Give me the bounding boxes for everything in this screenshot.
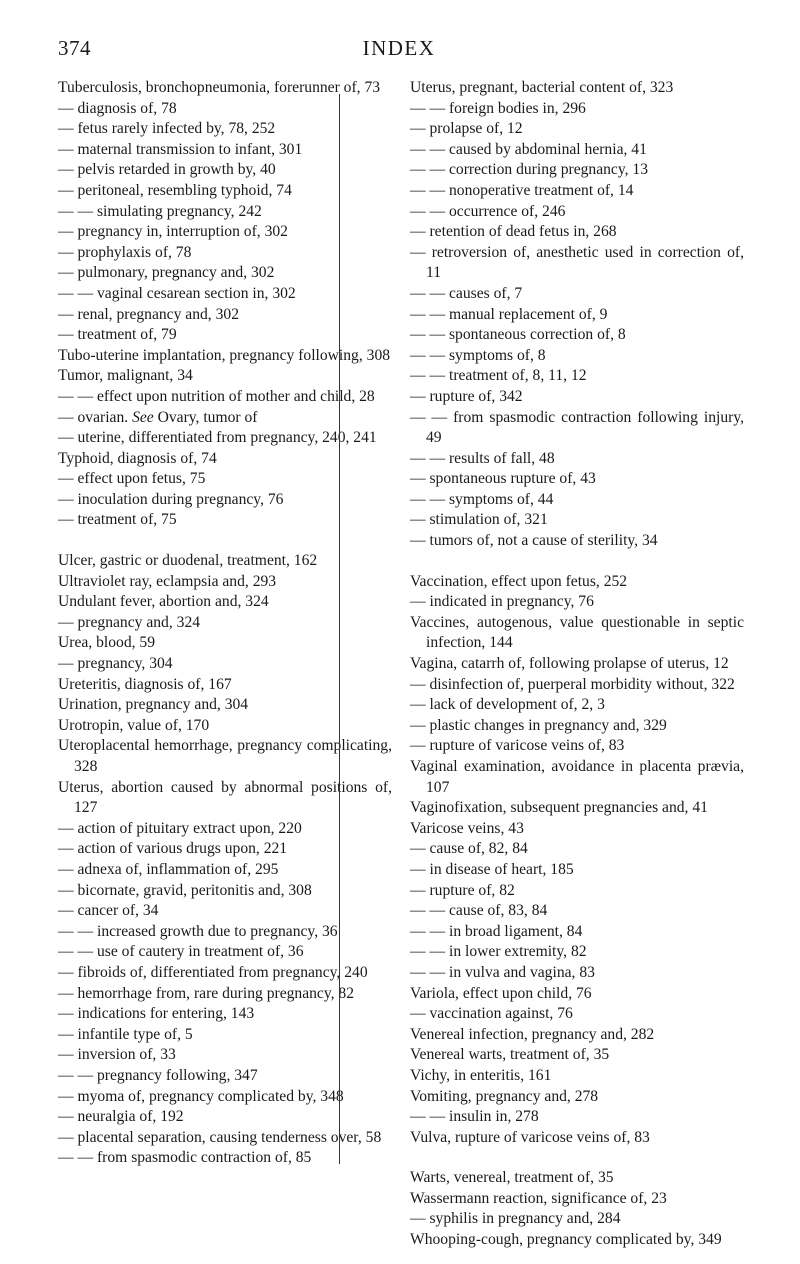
index-entry: — fibroids of, differentiated from pregnancy, 240 [58, 963, 368, 981]
index-entry: — rupture of varicose veins of, 83 [410, 737, 625, 755]
index-entry: — spontaneous rupture of, 43 [410, 470, 596, 488]
index-entry: — prophylaxis of, 78 [58, 243, 192, 261]
index-entry: — — manual replacement of, 9 [410, 305, 608, 323]
page-number: 374 [58, 36, 91, 60]
index-entry: — — increased growth due to pregnancy, 36 [58, 922, 338, 940]
index-entry: — tumors of, not a cause of sterility, 34 [410, 532, 658, 550]
index-entry: Vaccines, autogenous, value questionable in septic infection, 144 [410, 613, 744, 652]
index-entry: Vaginal examination, avoidance in placenta prævia, 107 [410, 758, 744, 796]
index-entry: — — vaginal cesarean section in, 302 [58, 284, 296, 302]
index-entry: Ulcer, gastric or duodenal, treatment, 162 [58, 552, 318, 570]
index-entry: — adnexa of, inflammation of, 295 [58, 860, 279, 878]
index-entry: — in disease of heart, 185 [410, 860, 574, 878]
index-entry: — treatment of, 79 [58, 326, 177, 344]
index-entry: — treatment of, 75 [58, 511, 177, 529]
index-entry: — — correction during pregnancy, 13 [410, 161, 649, 179]
index-entry: — — insulin in, 278 [410, 1108, 539, 1126]
index-entry: Urotropin, value of, 170 [58, 716, 210, 734]
index-entry: — pregnancy and, 324 [58, 613, 201, 631]
index-entry: — diagnosis of, 78 [58, 99, 177, 117]
index-entry: Urea, blood, 59 [58, 634, 156, 652]
index-entry: — hemorrhage from, rare during pregnancy, 82 [58, 984, 355, 1002]
index-entry: Vagina, catarrh of, following prolapse of uterus, 12 [410, 655, 729, 673]
index-entry: — prolapse of, 12 [410, 120, 523, 138]
index-entry: — rupture of, 342 [410, 387, 523, 405]
index-entry: — bicornate, gravid, peritonitis and, 308 [58, 881, 312, 899]
index-entry: Venereal warts, treatment of, 35 [410, 1046, 610, 1064]
index-entry: — rupture of, 82 [410, 881, 515, 899]
index-entry: Vaccination, effect upon fetus, 252 [410, 572, 628, 590]
index-entry: — — use of cautery in treatment of, 36 [58, 943, 304, 961]
index-entry: — stimulation of, 321 [410, 511, 548, 529]
index-entry: Tubo-uterine implantation, pregnancy following, 308 [58, 346, 391, 364]
index-entry: — inversion of, 33 [58, 1046, 176, 1064]
index-entry: — — simulating pregnancy, 242 [58, 202, 262, 220]
index-entry: Ureteritis, diagnosis of, 167 [58, 675, 232, 693]
index-entry: — — cause of, 83, 84 [410, 902, 548, 920]
index-entry: — peritoneal, resembling typhoid, 74 [58, 181, 292, 199]
index-entry: — action of various drugs upon, 221 [58, 840, 288, 858]
index-entry: — cancer of, 34 [58, 902, 159, 920]
index-entry: — fetus rarely infected by, 78, 252 [58, 120, 276, 138]
index-entry: Vichy, in enteritis, 161 [410, 1066, 552, 1084]
index-entry: Typhoid, diagnosis of, 74 [58, 449, 217, 467]
index-entry: Uterus, abortion caused by abnormal positions of, 127 [58, 778, 392, 817]
index-entry: — pregnancy, 304 [58, 655, 173, 673]
index-entry: — action of pituitary extract upon, 220 [58, 819, 302, 837]
index-entry: Vulva, rupture of varicose veins of, 83 [410, 1128, 650, 1146]
see-reference: See [132, 408, 154, 426]
index-entry: — — effect upon nutrition of mother and child, 28 [58, 387, 375, 405]
index-entry: — — symptoms of, 8 [410, 346, 546, 364]
index-entry: Whooping-cough, pregnancy complicated by, 349 [410, 1231, 722, 1249]
index-entry: — — spontaneous correction of, 8 [410, 326, 626, 344]
index-entry: — pulmonary, pregnancy and, 302 [58, 264, 275, 282]
index-entry: — syphilis in pregnancy and, 284 [410, 1210, 621, 1228]
index-entry: — indications for entering, 143 [58, 1005, 255, 1023]
index-entry: — — caused by abdominal hernia, 41 [410, 140, 647, 158]
page-title: INDEX [362, 36, 436, 60]
index-entry: — — in lower extremity, 82 [410, 943, 587, 961]
index-entry: Tumor, malignant, 34 [58, 367, 193, 385]
index-entry: — — in vulva and vagina, 83 [410, 963, 595, 981]
index-entry: — — from spasmodic contraction following injury, 49 [410, 408, 744, 447]
index-column-left [58, 78, 392, 1188]
index-entry: — — occurrence of, 246 [410, 202, 566, 220]
index-entry: — — in broad ligament, 84 [410, 922, 583, 940]
index-entry: — — symptoms of, 44 [410, 490, 554, 508]
index-entry: Tuberculosis, bronchopneumonia, forerunner of, 73 [58, 79, 381, 96]
index-list-right [410, 78, 744, 1251]
index-list-left [58, 78, 392, 1169]
index-entry: — — from spasmodic contraction of, 85 [58, 1149, 312, 1167]
index-entry: — renal, pregnancy and, 302 [58, 305, 239, 323]
index-entry: — infantile type of, 5 [58, 1025, 193, 1043]
index-entry: Uterus, pregnant, bacterial content of, 323 [410, 79, 674, 96]
page-header [58, 36, 740, 66]
index-entry: — disinfection of, puerperal morbidity without, 322 [410, 675, 735, 693]
index-entry: — — pregnancy following, 347 [58, 1066, 258, 1084]
index-entry: — retention of dead fetus in, 268 [410, 223, 617, 241]
index-entry: Vaginofixation, subsequent pregnancies and, 41 [410, 799, 708, 817]
index-entry: — vaccination against, 76 [410, 1005, 573, 1023]
index-column-right [410, 78, 744, 1249]
index-entry: — plastic changes in pregnancy and, 329 [410, 716, 667, 734]
index-entry: Uteroplacental hemorrhage, pregnancy complicating, 328 [58, 737, 392, 775]
index-entry: — myoma of, pregnancy complicated by, 348 [58, 1087, 344, 1105]
index-entry: — effect upon fetus, 75 [58, 470, 206, 488]
index-columns [58, 78, 744, 1249]
index-entry: Ultraviolet ray, eclampsia and, 293 [58, 572, 277, 590]
index-entry: — pelvis retarded in growth by, 40 [58, 161, 276, 179]
index-entry: — maternal transmission to infant, 301 [58, 140, 303, 158]
column-divider [339, 94, 340, 1164]
index-entry: — — results of fall, 48 [410, 449, 555, 467]
index-entry: — — nonoperative treatment of, 14 [410, 181, 634, 199]
index-entry: — pregnancy in, interruption of, 302 [58, 223, 288, 241]
index-entry: — neuralgia of, 192 [58, 1108, 184, 1126]
index-entry: — — foreign bodies in, 296 [410, 99, 586, 117]
index-entry: — — causes of, 7 [410, 284, 523, 302]
index-entry: — ovarian. See Ovary, tumor of [58, 408, 258, 426]
index-entry: — — treatment of, 8, 11, 12 [410, 367, 587, 385]
index-entry: — retroversion of, anesthetic used in correction of, 11 [410, 243, 744, 282]
index-entry: — indicated in pregnancy, 76 [410, 593, 594, 611]
index-entry: — lack of development of, 2, 3 [410, 696, 605, 714]
index-entry: Urination, pregnancy and, 304 [58, 696, 249, 714]
index-entry: Wassermann reaction, significance of, 23 [410, 1189, 667, 1207]
index-entry: Warts, venereal, treatment of, 35 [410, 1169, 614, 1187]
index-entry: Variola, effect upon child, 76 [410, 984, 592, 1002]
index-entry: — cause of, 82, 84 [410, 840, 528, 858]
index-entry: Varicose veins, 43 [410, 819, 524, 837]
index-entry: Venereal infection, pregnancy and, 282 [410, 1025, 655, 1043]
index-entry: — inoculation during pregnancy, 76 [58, 490, 284, 508]
index-entry: — uterine, differentiated from pregnancy, 240, 241 [58, 429, 377, 447]
index-entry: Undulant fever, abortion and, 324 [58, 593, 269, 611]
index-entry: Vomiting, pregnancy and, 278 [410, 1087, 599, 1105]
index-entry: — placental separation, causing tenderness over, 58 [58, 1128, 382, 1146]
